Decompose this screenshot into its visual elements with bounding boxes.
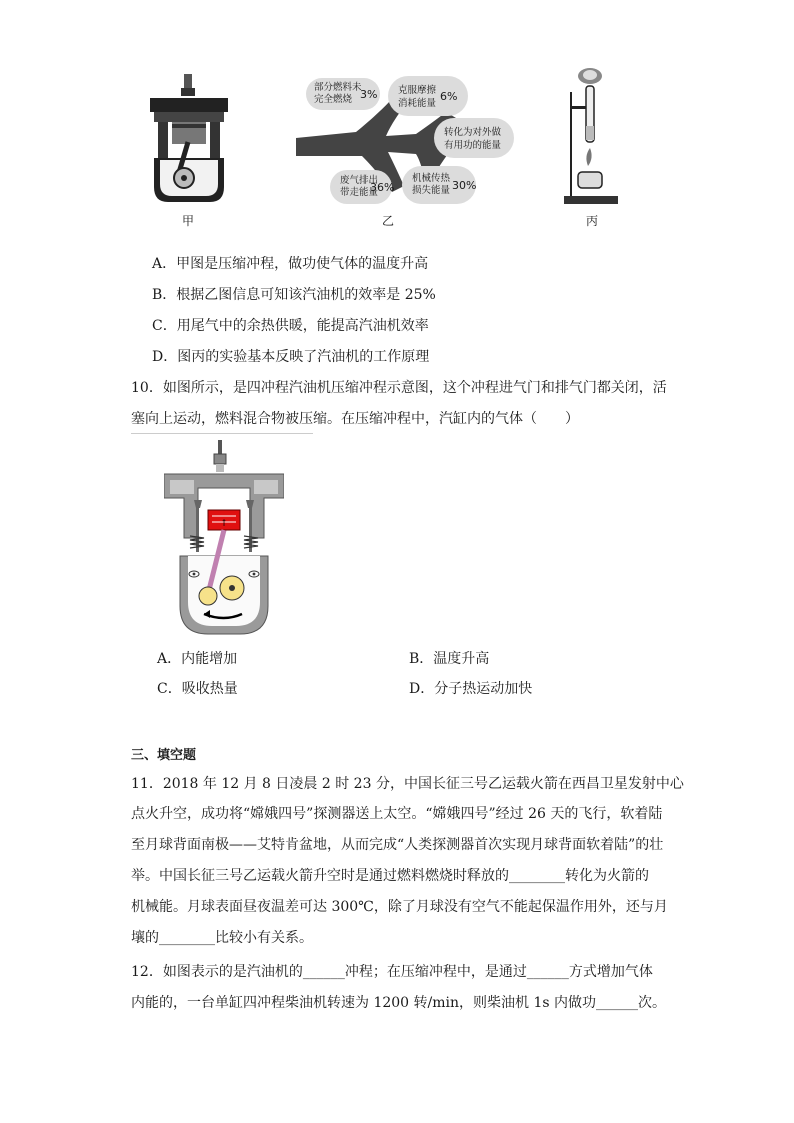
figure-yi-label: 乙 <box>382 214 395 228</box>
energy-bubble-1-text: 部分燃料未 完全燃烧 <box>314 82 362 105</box>
divider <box>131 433 313 434</box>
q10-option-a: A．内能增加 <box>157 651 238 667</box>
energy-bubble-3-text: 转化为对外做 有用功的能量 <box>444 127 502 151</box>
energy-bubble-4-text: 废气排出 带走能量 <box>340 175 379 198</box>
energy-bubble-5-text: 机械传热 损失能量 <box>412 173 451 196</box>
q10-stem-line1: 10．如图所示，是四冲程汽油机压缩冲程示意图，这个冲程进气门和排气门都关闭，活 <box>131 380 667 396</box>
figure-jia-label: 甲 <box>182 214 195 228</box>
q9-option-a: A．甲图是压缩冲程，做功使气体的温度升高 <box>152 256 429 272</box>
figure-jia-engine <box>148 72 230 207</box>
figure-bing-apparatus <box>560 66 622 208</box>
energy-bubble-5-pct: 30% <box>452 179 477 192</box>
q9-option-b: B．根据乙图信息可知该汽油机的效率是 25% <box>152 287 436 303</box>
q9-option-c: C．用尾气中的余热供暖，能提高汽油机效率 <box>152 318 429 334</box>
q9-option-d: D．图丙的实验基本反映了汽油机的工作原理 <box>152 349 430 365</box>
section-3-title: 三、填空题 <box>131 748 197 763</box>
q12-line1: 12．如图表示的是汽油机的______冲程；在压缩冲程中，是通过______方式增加气体 <box>131 964 653 980</box>
energy-bubble-4-pct: 36% <box>370 181 395 194</box>
q11-line5: 机械能。月球表面昼夜温差可达 300℃，除了月球没有空气不能起保温作用外，还与月 <box>131 899 668 915</box>
q10-option-d: D．分子热运动加快 <box>409 681 533 697</box>
energy-bubble-2-text: 克服摩擦 消耗能量 <box>398 85 437 109</box>
q10-compression-engine-figure <box>164 438 284 638</box>
q11-line2: 点火升空，成功将“嫦娥四号”探测器送上太空。“嫦娥四号”经过 26 天的飞行，软着陆 <box>131 806 663 822</box>
svg-text:↑: ↑ <box>220 519 228 529</box>
q10-option-c: C．吸收热量 <box>157 681 238 697</box>
figure-bing-label: 丙 <box>586 214 599 228</box>
q10-option-b: B．温度升高 <box>409 651 490 667</box>
q10-stem-line2: 塞向上运动，燃料混合物被压缩。在压缩冲程中，汽缸内的气体（ ） <box>131 411 579 427</box>
q12-line2: 内能的，一台单缸四冲程柴油机转速为 1200 转/min，则柴油机 1s 内做功______次。 <box>131 995 667 1011</box>
energy-bubble-1-pct: 3% <box>360 88 378 101</box>
q11-line6: 壤的________比较小有关系。 <box>131 930 313 946</box>
q11-line3: 至月球背面南极——艾特肯盆地，从而完成“人类探测器首次实现月球背面软着陆”的壮 <box>131 837 664 853</box>
energy-bubble-2-pct: 6% <box>440 90 458 103</box>
q11-line1: 11．2018 年 12 月 8 日凌晨 2 时 23 分，中国长征三号乙运载火箭在西昌卫星发射中心 <box>131 776 684 792</box>
q11-line4: 举。中国长征三号乙运载火箭升空时是通过燃料燃烧时释放的________转化为火箭的 <box>131 868 649 884</box>
